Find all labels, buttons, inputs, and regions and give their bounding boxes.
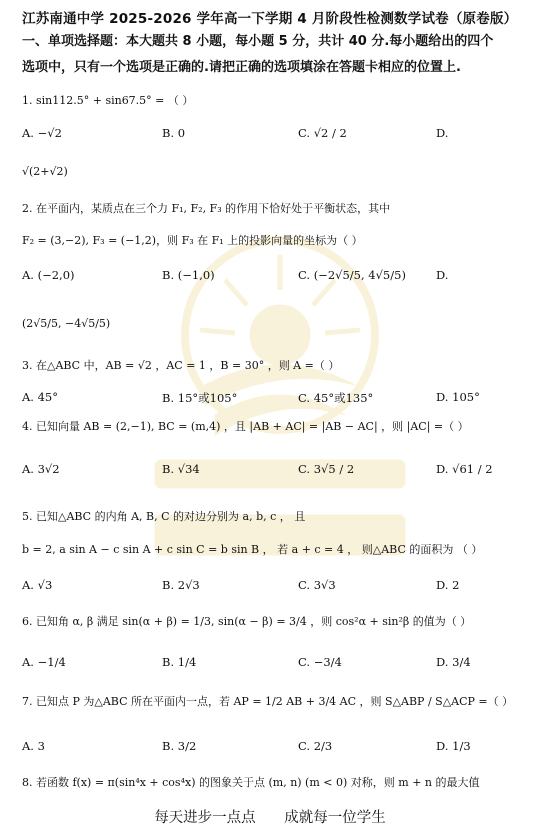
footer-slogan	[0, 806, 540, 827]
question-7-options	[22, 739, 522, 759]
option-c[interactable]: C. 45°或135°	[298, 391, 374, 405]
option-a[interactable]: A. 3	[22, 739, 45, 753]
section-instructions-line-1: 一、单项选择题：本大题共 8 小题，每小题 5 分，共计 40 分.每小题给出的四个	[22, 34, 494, 49]
question-2-stem-line-1: 2. 在平面内，某质点在三个力 F₁, F₂, F₃ 的作用下恰好处于平衡状态，其中	[22, 202, 391, 215]
question-8-stem: 8. 若函数 f(x) = π(sin⁴x + cos⁴x) 的图象关于点 (m, n) (m < 0) 对称，则 m + n 的最大值	[22, 776, 480, 789]
option-d[interactable]: D.	[436, 268, 449, 282]
option-a[interactable]: A. 45°	[22, 390, 58, 404]
question-1-option-d-value: √(2+√2)	[22, 165, 68, 178]
option-a[interactable]: A. √3	[22, 578, 53, 592]
option-c[interactable]: C. √2 / 2	[298, 126, 347, 140]
option-b[interactable]: B. √34	[162, 462, 200, 476]
question-2-option-d-value: (2√5/5, −4√5/5)	[22, 317, 111, 330]
option-b[interactable]: B. 3/2	[162, 739, 197, 753]
option-c[interactable]: C. 3√3	[298, 578, 336, 592]
question-4-options	[22, 462, 522, 482]
option-d[interactable]: D. 2	[436, 578, 460, 592]
question-1-stem: 1. sin112.5° + sin67.5° = （ ）	[22, 94, 194, 107]
question-6-options	[22, 655, 522, 675]
option-d[interactable]: D. √61 / 2	[436, 462, 493, 476]
option-a[interactable]: A. (−2,0)	[22, 268, 75, 282]
question-7-stem: 7. 已知点 P 为△ABC 所在平面内一点，若 AP = 1/2 AB + 3/4 AC ，则 S△ABP / S△ACP =（ ）	[22, 695, 514, 708]
question-2-stem-line-2: F₂ = (3,−2), F₃ = (−1,2)，则 F₃ 在 F₁ 上的投影向量的坐标为（ ）	[22, 234, 363, 247]
option-a[interactable]: A. 3√2	[22, 462, 60, 476]
question-2-options	[22, 268, 522, 288]
question-5-options	[22, 578, 522, 598]
question-6-stem: 6. 已知角 α, β 满足 sin(α + β) = 1/3, sin(α − β) = 3/4 ，则 cos²α + sin²β 的值为（ ）	[22, 615, 472, 628]
option-d[interactable]: D. 1/3	[436, 739, 471, 753]
question-3-options	[22, 390, 522, 410]
footer-slogan-left: 每天进步一点点	[154, 810, 256, 826]
option-c[interactable]: C. 2/3	[298, 739, 333, 753]
option-b[interactable]: B. 15°或105°	[162, 391, 238, 405]
question-4-stem: 4. 已知向量 AB = (2,−1), BC = (m,4) ，且 |AB + AC| = |AB − AC| ，则 |AC| =（ ）	[22, 420, 469, 433]
option-b[interactable]: B. (−1,0)	[162, 268, 215, 282]
option-c[interactable]: C. 3√5 / 2	[298, 462, 355, 476]
question-5-stem-line-2: b = 2, a sin A − c sin A + c sin C = b sin B ， 若 a + c = 4 ， 则△ABC 的面积为 （ ）	[22, 543, 483, 556]
question-5-stem-line-1: 5. 已知△ABC 的内角 A, B, C 的对边分别为 a, b, c ， 且	[22, 510, 306, 523]
option-a[interactable]: A. −1/4	[22, 655, 66, 669]
option-c[interactable]: C. −3/4	[298, 655, 342, 669]
question-3-stem: 3. 在△ABC 中，AB = √2 ，AC = 1 ，B = 30° ，则 A =（ ）	[22, 359, 340, 372]
section-instructions-line-2: 选项中，只有一个选项是正确的.请把正确的选项填涂在答题卡相应的位置上.	[22, 60, 461, 75]
option-c[interactable]: C. (−2√5/5, 4√5/5)	[298, 268, 406, 282]
footer-slogan-right: 成就每一位学生	[284, 810, 386, 826]
option-b[interactable]: B. 0	[162, 126, 186, 140]
option-a[interactable]: A. −√2	[22, 126, 62, 140]
option-d[interactable]: D. 3/4	[436, 655, 471, 669]
page-title: 江苏南通中学 2025-2026 学年高一下学期 4 月阶段性检测数学试卷（原卷版）	[22, 11, 518, 27]
option-b[interactable]: B. 1/4	[162, 655, 197, 669]
question-1-options	[22, 126, 522, 146]
option-d[interactable]: D.	[436, 126, 449, 140]
option-b[interactable]: B. 2√3	[162, 578, 200, 592]
option-d[interactable]: D. 105°	[436, 390, 480, 404]
